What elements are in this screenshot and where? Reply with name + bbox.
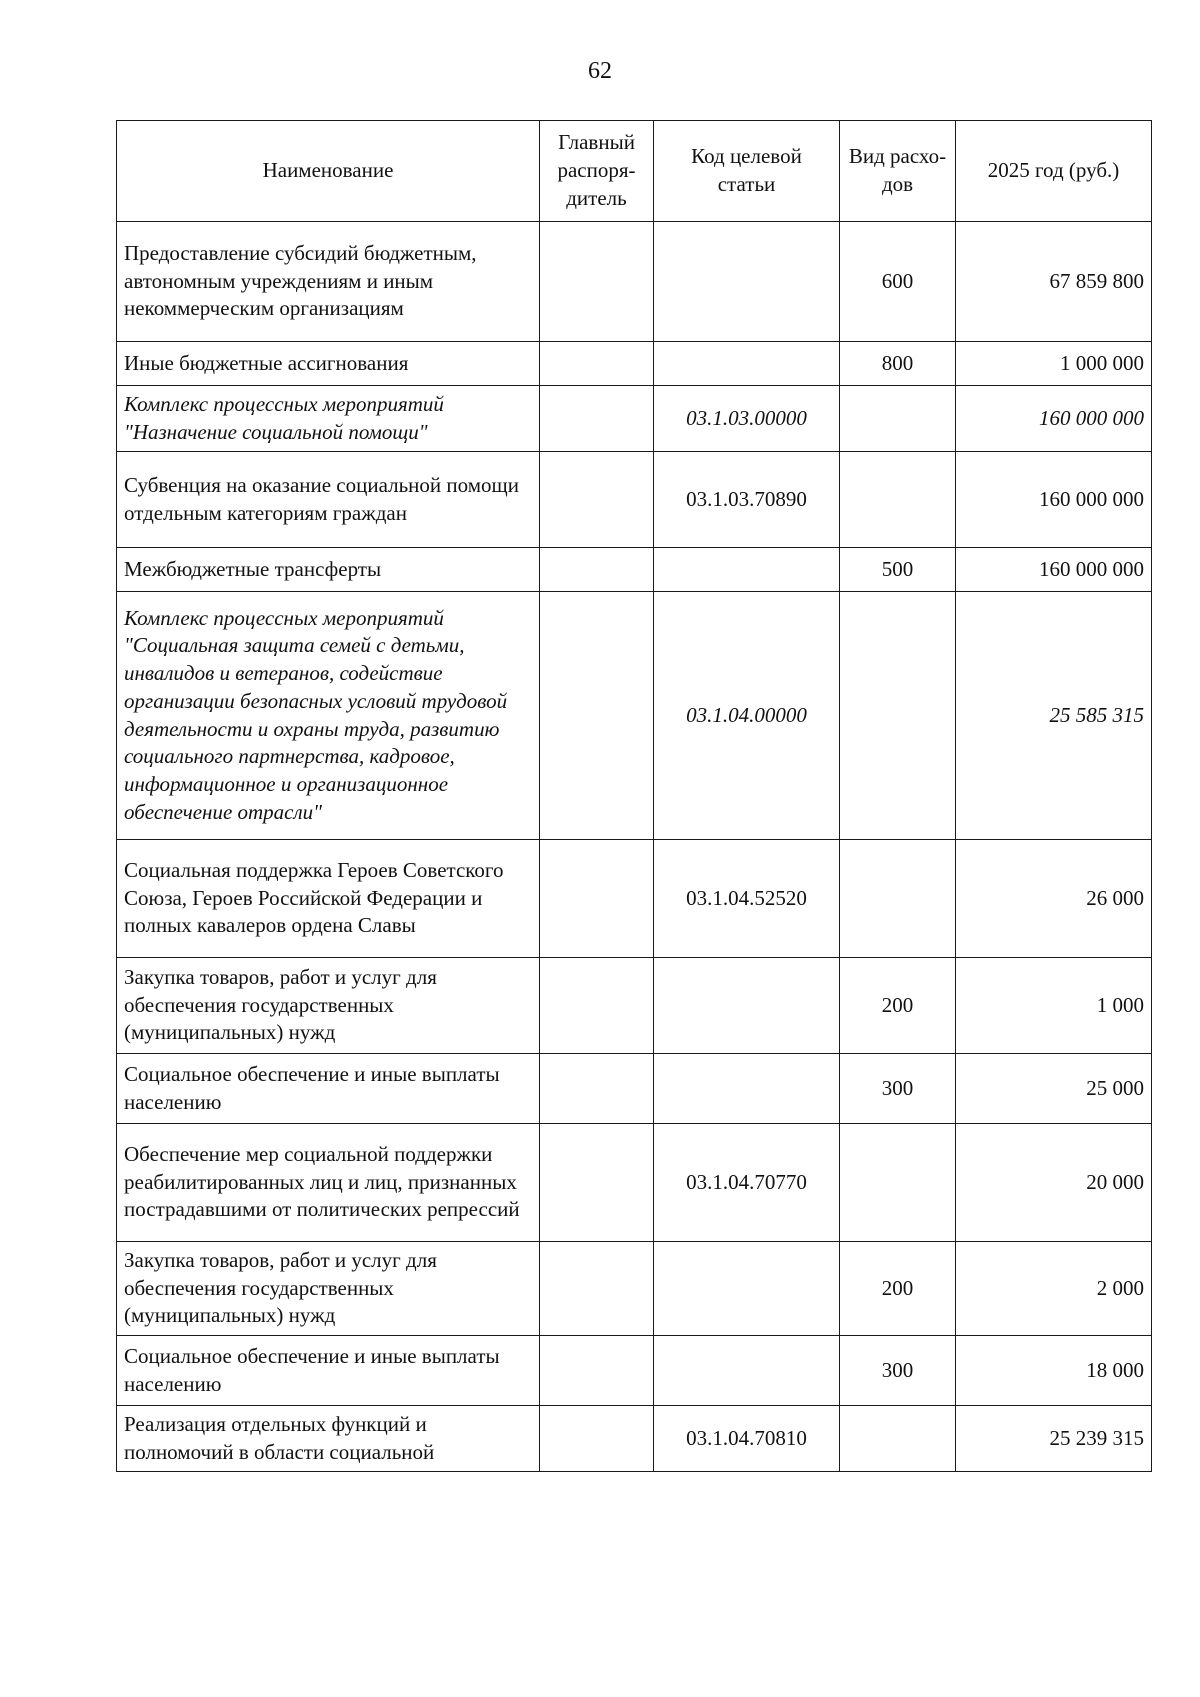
- row-code: 03.1.04.70810: [654, 1406, 840, 1472]
- row-code: 03.1.03.00000: [654, 386, 840, 452]
- header-name: Наименование: [117, 121, 540, 222]
- table-row: [117, 1242, 1152, 1336]
- row-amount: 1 000: [956, 958, 1152, 1054]
- row-name: Социальное обеспечение и иные выплаты населению: [117, 1336, 540, 1406]
- row-grbs: [540, 1242, 654, 1336]
- row-vid: [840, 386, 956, 452]
- table-header-row: [117, 121, 1152, 222]
- row-code: [654, 1054, 840, 1124]
- row-code: [654, 958, 840, 1054]
- table-row: [117, 840, 1152, 958]
- row-grbs: [540, 592, 654, 840]
- row-vid: [840, 1124, 956, 1242]
- table-row: [117, 222, 1152, 342]
- table-row: [117, 452, 1152, 548]
- row-vid: 200: [840, 1242, 956, 1336]
- row-grbs: [540, 548, 654, 592]
- row-code: [654, 1242, 840, 1336]
- row-grbs: [540, 386, 654, 452]
- row-grbs: [540, 1054, 654, 1124]
- row-name: Комплекс процессных мероприятий "Назначение социальной помощи": [117, 386, 540, 452]
- row-name: Закупка товаров, работ и услуг для обеспечения государственных (муниципальных) нужд: [117, 958, 540, 1054]
- row-code: [654, 1336, 840, 1406]
- row-name: Обеспечение мер социальной поддержки реабилитированных лиц и лиц, признанных пострадавшими от политических репрессий: [117, 1124, 540, 1242]
- table-row: [117, 386, 1152, 452]
- row-amount: 18 000: [956, 1336, 1152, 1406]
- row-amount: 160 000 000: [956, 386, 1152, 452]
- row-name: Социальное обеспечение и иные выплаты населению: [117, 1054, 540, 1124]
- row-vid: 600: [840, 222, 956, 342]
- row-grbs: [540, 1336, 654, 1406]
- budget-table: [116, 120, 1152, 1472]
- header-amount: 2025 год (руб.): [956, 121, 1152, 222]
- table-row: [117, 1406, 1152, 1472]
- row-code: 03.1.04.00000: [654, 592, 840, 840]
- table-row: [117, 342, 1152, 386]
- row-code: [654, 548, 840, 592]
- row-vid: 200: [840, 958, 956, 1054]
- table-body: [117, 222, 1152, 1472]
- table-row: [117, 1336, 1152, 1406]
- header-grbs: Главный распоря-дитель: [540, 121, 654, 222]
- row-name: Реализация отдельных функций и полномочий в области социальной: [117, 1406, 540, 1472]
- row-amount: 25 239 315: [956, 1406, 1152, 1472]
- row-name: Предоставление субсидий бюджетным, автономным учреждениям и иным некоммерческим организациям: [117, 222, 540, 342]
- header-vid: Вид расхо-дов: [840, 121, 956, 222]
- row-amount: 25 000: [956, 1054, 1152, 1124]
- table-row: [117, 1054, 1152, 1124]
- row-vid: 500: [840, 548, 956, 592]
- table-row: [117, 548, 1152, 592]
- row-vid: [840, 840, 956, 958]
- page-number: 62: [588, 58, 612, 84]
- row-amount: 160 000 000: [956, 548, 1152, 592]
- table-row: [117, 1124, 1152, 1242]
- row-name: Социальная поддержка Героев Советского Союза, Героев Российской Федерации и полных кавалеров ордена Славы: [117, 840, 540, 958]
- row-code: [654, 342, 840, 386]
- header-code: Код целевой статьи: [654, 121, 840, 222]
- row-amount: 20 000: [956, 1124, 1152, 1242]
- row-vid: 300: [840, 1054, 956, 1124]
- row-name: Межбюджетные трансферты: [117, 548, 540, 592]
- row-name: Субвенция на оказание социальной помощи отдельным категориям граждан: [117, 452, 540, 548]
- row-amount: 26 000: [956, 840, 1152, 958]
- row-grbs: [540, 840, 654, 958]
- row-vid: 800: [840, 342, 956, 386]
- row-grbs: [540, 1124, 654, 1242]
- row-code: [654, 222, 840, 342]
- row-vid: [840, 592, 956, 840]
- row-grbs: [540, 452, 654, 548]
- table-row: [117, 592, 1152, 840]
- row-grbs: [540, 222, 654, 342]
- row-vid: [840, 1406, 956, 1472]
- row-amount: 1 000 000: [956, 342, 1152, 386]
- row-name: Иные бюджетные ассигнования: [117, 342, 540, 386]
- row-code: 03.1.04.52520: [654, 840, 840, 958]
- row-vid: [840, 452, 956, 548]
- row-name: Закупка товаров, работ и услуг для обеспечения государственных (муниципальных) нужд: [117, 1242, 540, 1336]
- row-name: Комплекс процессных мероприятий "Социальная защита семей с детьми, инвалидов и ветеранов, содействие организации безопасных условий трудовой деятельности и охраны труда, развитию социального партнерства, кадровое, информационное и организационное обеспечение отрасли": [117, 592, 540, 840]
- row-vid: 300: [840, 1336, 956, 1406]
- row-amount: 160 000 000: [956, 452, 1152, 548]
- table-row: [117, 958, 1152, 1054]
- row-grbs: [540, 342, 654, 386]
- row-code: 03.1.03.70890: [654, 452, 840, 548]
- row-amount: 25 585 315: [956, 592, 1152, 840]
- row-grbs: [540, 958, 654, 1054]
- row-amount: 2 000: [956, 1242, 1152, 1336]
- row-amount: 67 859 800: [956, 222, 1152, 342]
- row-grbs: [540, 1406, 654, 1472]
- row-code: 03.1.04.70770: [654, 1124, 840, 1242]
